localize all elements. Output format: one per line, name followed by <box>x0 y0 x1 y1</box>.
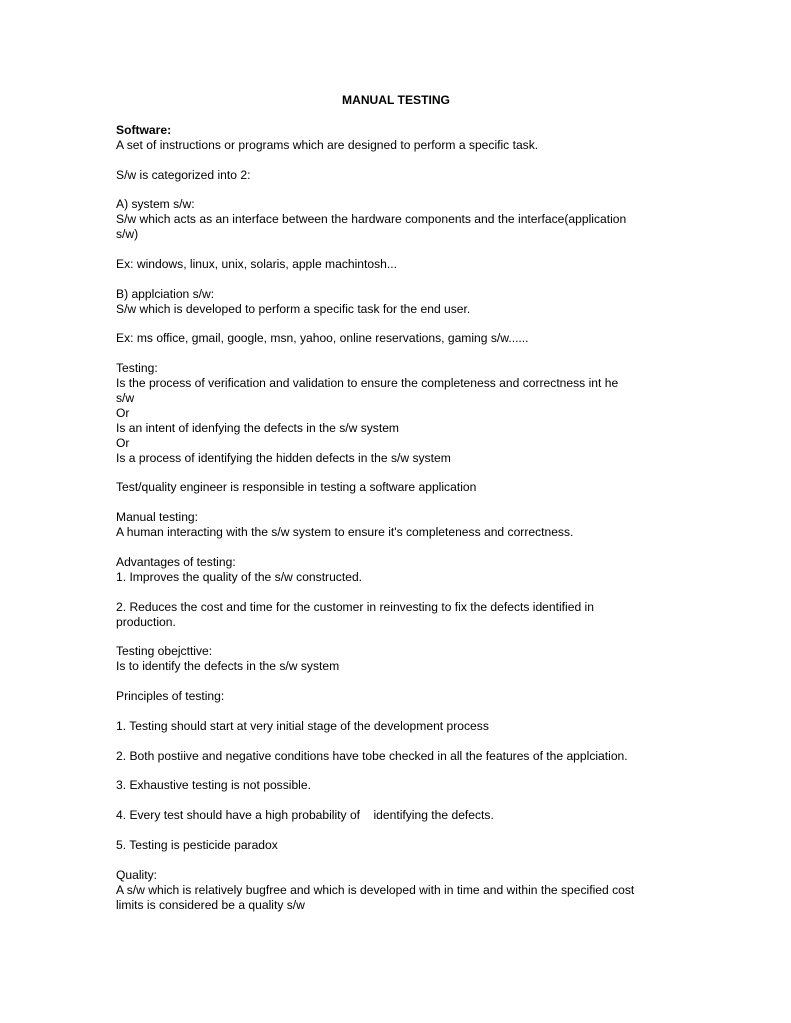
text-line: Is the process of verification and validation to ensure the completeness and correctness int he <box>116 376 619 391</box>
text-line: A human interacting with the s/w system to ensure it's completeness and correctness. <box>116 525 574 540</box>
text-line: Principles of testing: <box>116 689 225 704</box>
text-line: S/w which acts as an interface between the hardware components and the interface(application <box>116 212 627 227</box>
paragraph <box>116 555 682 585</box>
text-line: 2. Reduces the cost and time for the customer in reinvesting to fix the defects identified in <box>116 599 594 614</box>
text-line: Manual testing: <box>116 510 199 525</box>
text-line: 1. Improves the quality of the s/w constructed. <box>116 569 363 584</box>
text-line: Testing: <box>116 361 158 376</box>
text-line: Ex: ms office, gmail, google, msn, yahoo, online reservations, gaming s/w...... <box>116 331 529 346</box>
text-line: A s/w which is relatively bugfree and which is developed with in time and within the specified cost <box>116 882 635 897</box>
paragraph <box>116 808 682 823</box>
paragraph <box>116 168 682 183</box>
text-line: 1. Testing should start at very initial stage of the development process <box>116 718 489 733</box>
text-line: 3. Exhaustive testing is not possible. <box>116 778 311 793</box>
text-line: 4. Every test should have a high probability of identifying the defects. <box>116 808 494 823</box>
text-line: Is to identify the defects in the s/w system <box>116 659 340 674</box>
text-line: A) system s/w: <box>116 197 195 212</box>
paragraph <box>116 197 682 242</box>
paragraph <box>116 644 682 674</box>
text-line: Or <box>116 435 130 450</box>
text-line: s/w <box>116 391 135 406</box>
text-line: Ex: windows, linux, unix, solaris, apple machintosh... <box>116 256 397 271</box>
paragraph <box>116 689 682 704</box>
document-title: MANUAL TESTING <box>342 93 450 107</box>
paragraph <box>116 838 682 853</box>
text-line: S/w is categorized into 2: <box>116 167 251 182</box>
text-line: s/w) <box>116 227 139 242</box>
text-line: Testing obejcttive: <box>116 644 213 659</box>
paragraph <box>116 510 682 540</box>
text-line: 5. Testing is pesticide paradox <box>116 838 278 853</box>
paragraph <box>116 257 682 272</box>
text-line: A set of instructions or programs which are designed to perform a specific task. <box>116 137 539 152</box>
text-line: Advantages of testing: <box>116 554 236 569</box>
text-line: Is a process of identifying the hidden defects in the s/w system <box>116 450 451 465</box>
text-line: Quality: <box>116 867 157 882</box>
text-line: 2. Both postiive and negative conditions have tobe checked in all the features of the applciation. <box>116 748 628 763</box>
paragraph <box>116 778 682 793</box>
paragraph <box>116 123 682 153</box>
paragraph <box>116 287 682 317</box>
paragraph <box>116 480 682 495</box>
document-page <box>116 93 682 927</box>
text-line: Or <box>116 405 130 420</box>
text-line: S/w which is developed to perform a specific task for the end user. <box>116 301 471 316</box>
document-body <box>116 123 682 913</box>
section-heading: Software: <box>116 122 172 137</box>
text-line: Is an intent of idenfying the defects in the s/w system <box>116 420 400 435</box>
paragraph <box>116 361 682 465</box>
text-line: production. <box>116 614 176 629</box>
paragraph <box>116 868 682 913</box>
paragraph <box>116 749 682 764</box>
text-line: limits is considered be a quality s/w <box>116 897 305 912</box>
text-line: Test/quality engineer is responsible in testing a software application <box>116 480 477 495</box>
text-line: B) applciation s/w: <box>116 286 215 301</box>
paragraph <box>116 600 682 630</box>
paragraph <box>116 331 682 346</box>
paragraph <box>116 719 682 734</box>
